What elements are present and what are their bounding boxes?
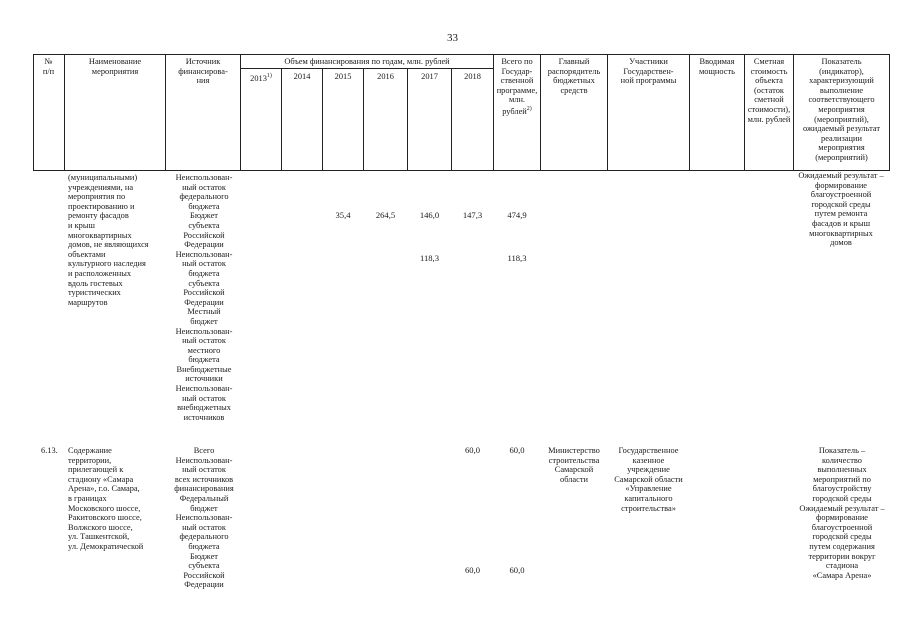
row2-subject-total: 60,0 — [509, 565, 525, 575]
header-bottom-border — [33, 170, 890, 171]
header-participants: Участники Государствен- ной программы — [620, 57, 677, 86]
row1-sources: Неиспользован- ный остаток федерального бюджета Бюджет субъекта Российской Федерации Неиспользован- ный остаток бюджета субъекта Российской Федерации Местный бюджет Неиспользован- ный остаток местного бюджета Внебюджетные источники Неиспользован- ный остаток внебюджетных источников — [175, 173, 233, 422]
row1-remain-total: 118,3 — [507, 253, 527, 263]
row1-budget-2016: 264,5 — [375, 210, 396, 220]
row1-result: Ожидаемый результат – формирование благоустроенной городской среды путем ремонта фасадов и крыш многоквартирных домов — [798, 171, 884, 248]
header-funding-title: Объем финансирования по годам, млн. рублей — [284, 57, 450, 66]
row2-all-2018: 60,0 — [464, 445, 481, 455]
header-total: Всего по Государ- ственной программе, млн. рублей$^{2)}$ — [496, 57, 538, 116]
row2-name: Содержание территории, прилегающей к стадиону «Самара Арена», г.о. Самара, в границах Московского шоссе, Ракитовского шоссе, Волжского шоссе, ул. Ташкентской, ул. Демократической — [68, 446, 144, 551]
row1-budget-2018: 147,3 — [462, 210, 483, 220]
row1-budget-2017: 146,0 — [419, 210, 440, 220]
row1-remain-2017: 118,3 — [419, 253, 440, 263]
row1-budget-2015: 35,4 — [335, 210, 351, 220]
header-top-border — [33, 54, 890, 55]
row2-sources: Всего Неиспользован- ный остаток всех источников финансирования Федеральный бюджет Неиспользован- ный остаток федерального бюджета Бюджет субъекта Российской Федерации — [174, 446, 234, 590]
funding-subheader-border — [240, 68, 493, 69]
row2-indicator: Показатель – количество выполненных мероприятий по благоустройству городской среды Ожидаемый результат – формирование благоустроенной городской среды путем содержания территории вокруг стадиона «Самара Арена» — [799, 446, 885, 580]
row1-budget-total: 474,9 — [507, 210, 527, 220]
header-year-2014: 2014 — [293, 72, 311, 81]
row2-num: 6.13. — [41, 446, 58, 455]
header-year-2013: 2013$^{1)}$ — [250, 73, 272, 83]
row2-participants: Государственное казенное учреждение Самарской области «Управление капитального строительства» — [614, 446, 683, 513]
header-source: Источник финансирова- ния — [178, 57, 228, 86]
header-year-2015: 2015 — [334, 72, 352, 81]
row2-main-admin: Министерство строительства Самарской области — [548, 446, 600, 484]
header-year-2018: 2018 — [464, 72, 481, 81]
header-main-admin: Главный распорядитель бюджетных средств — [547, 57, 601, 95]
header-year-2016: 2016 — [377, 72, 394, 81]
row2-subject-2018: 60,0 — [464, 565, 481, 575]
header-year-2017: 2017 — [421, 72, 438, 81]
header-capacity: Вводимая мощность — [698, 57, 735, 76]
header-name: Наименование мероприятия — [88, 57, 142, 76]
row2-all-total: 60,0 — [509, 445, 525, 455]
header-estimate: Сметная стоимость объекта (остаток сметной стоимости), млн. рублей — [747, 57, 791, 124]
row1-name: (муниципальными) учреждениями, на мероприятия по проектированию и ремонту фасадов и крыш многоквартирных домов, не являющихся объектами культурного наследия и расположенных вдоль гостевых туристических маршрутов — [68, 173, 149, 307]
table-header — [33, 54, 890, 170]
header-indicator: Показатель (индикатор), характеризующий выполнение соответствующего мероприятия (мероприятий), ожидаемый результат реализации мероприятия (мероприятий) — [802, 57, 880, 162]
page-number: 33 — [447, 32, 458, 44]
header-num: № п/п — [42, 57, 55, 76]
